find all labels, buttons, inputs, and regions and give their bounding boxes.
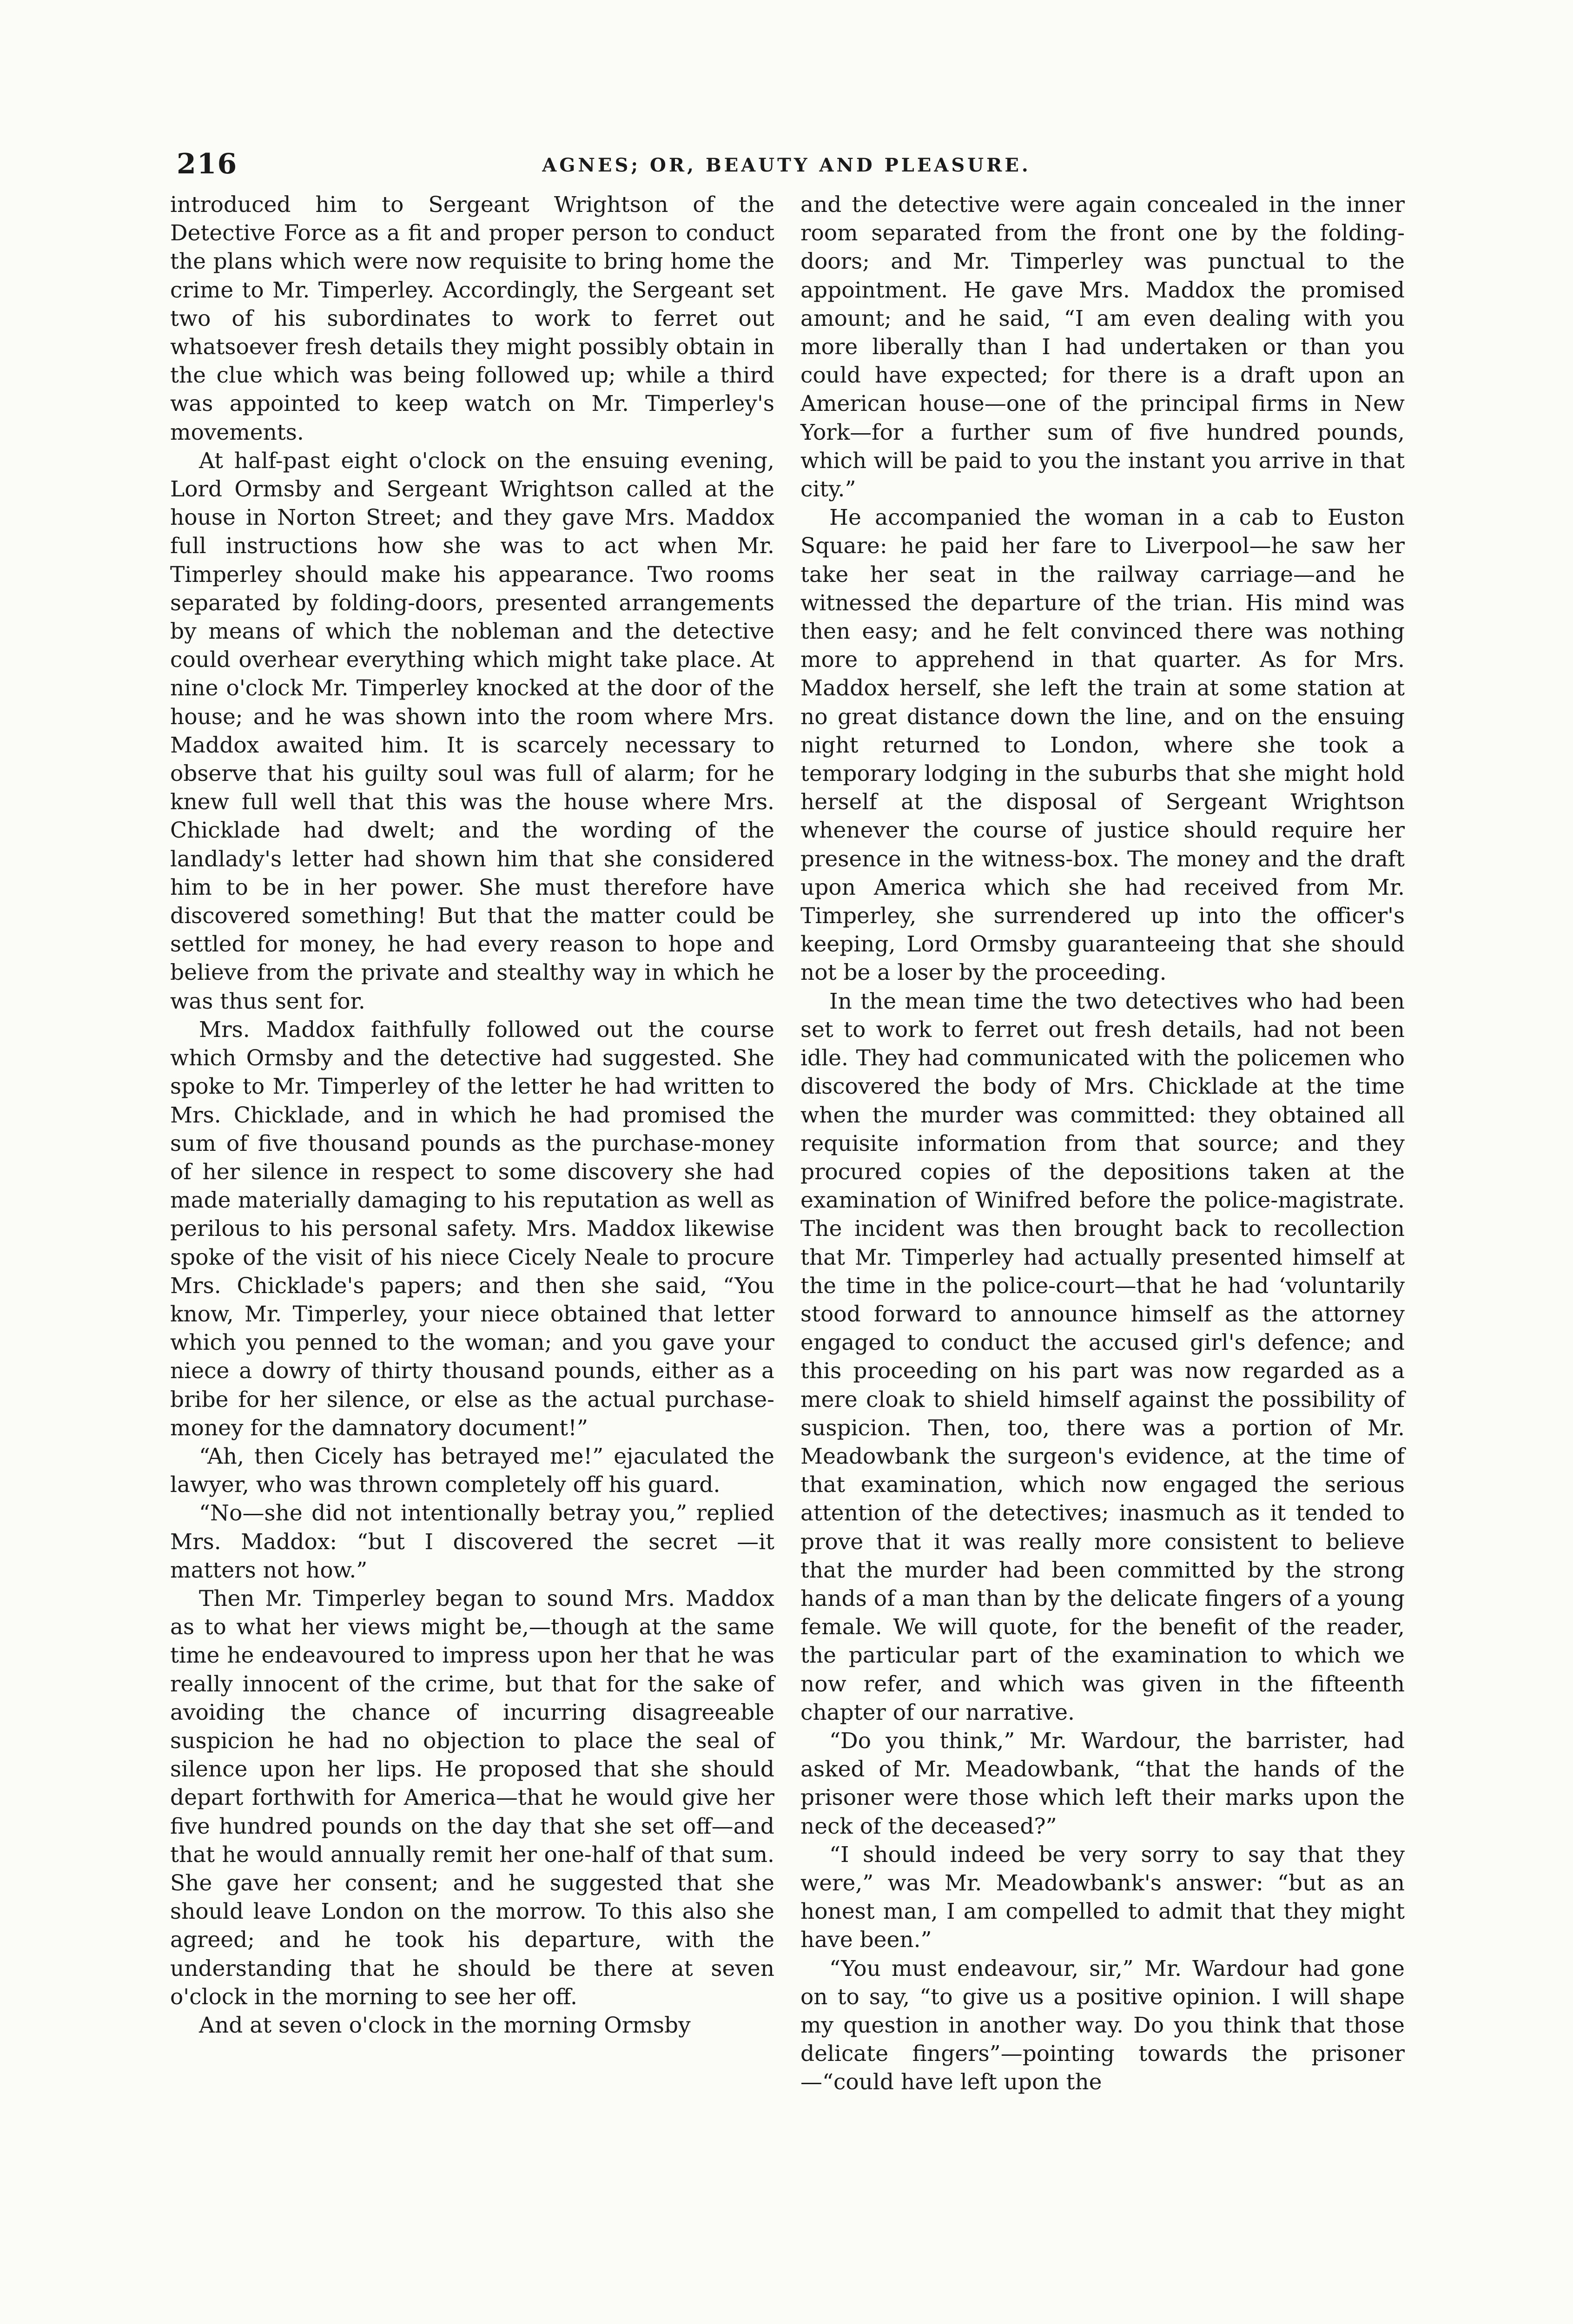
right-column [800,191,1405,2324]
paragraph: “Do you think,” Mr. Wardour, the barrister, had asked of Mr. Meadowbank, “that the hands of the prisoner were those which left their marks upon the neck of the deceased?” [800,1728,1405,1839]
paragraph: In the mean time the two detectives who had been set to work to ferret out fresh details, had not been idle. They had communicated with the policemen who discovered the body of Mrs. Chicklade at the time when the murder was committed: they obtained all requisite information from that source; and they procured copies of the depositions taken at the examination of Winifred before the police-magistrate. The incident was then brought back to recollection that Mr. Timperley had actually presented himself at the time in the police-court—that he had ‘voluntarily stood forward to announce himself as the attorney engaged to conduct the accused girl's defence; and this proceeding on his part was now regarded as a mere cloak to shield himself against the possibility of suspicion. Then, too, there was a portion of Mr. Meadowbank the surgeon's evidence, at the time of that examination, which now engaged the serious attention of the detectives; inasmuch as it tended to prove that it was really more consistent to believe that the murder had been committed by the strong hands of a man than by the delicate fingers of a young female. We will quote, for the benefit of the reader, the particular part of the examination to which we now refer, and which was given in the fifteenth chapter of our narrative. [800,988,1405,1725]
paragraph: “No—she did not intentionally betray you,” replied Mrs. Maddox: “but I discovered the secret —it matters not how.” [170,1500,774,1583]
paragraph: And at seven o'clock in the morning Ormsby [199,2013,691,2038]
paragraph: “Ah, then Cicely has betrayed me!” ejaculated the lawyer, who was thrown completely off his guard. [170,1443,774,1498]
left-column [170,191,774,2324]
paragraph: “You must endeavour, sir,” Mr. Wardour had gone on to say, “to give us a positive opinion. I will shape my question in another way. Do you think that those delicate fingers”—pointing towards the prisoner—“could have left upon the [800,1955,1405,2095]
paragraph: Then Mr. Timperley began to sound Mrs. Maddox as to what her views might be,—though at the same time he endeavoured to impress upon her that he was really innocent of the crime, but that for the sake of avoiding the chance of incurring disagreeable suspicion he had no objection to place the seal of silence upon her lips. He proposed that she should depart forthwith for America—that he would give her five hundred pounds on the day that she set off—and that he would annually remit her one-half of that sum. She gave her consent; and he suggested that she should leave London on the morrow. To this also she agreed; and he took his departure, with the understanding that he should be there at seven o'clock in the morning to see her off. [170,1585,774,2010]
running-title: AGNES; OR, BEAUTY AND PLEASURE. [542,154,1031,176]
paragraph: introduced him to Sergeant Wrightson of the Detective Force as a fit and proper person to conduct the plans which were now requisite to bring home the crime to Mr. Timperley. Accordingly, the Sergeant set two of his subordinates to work to ferret out whatsoever fresh details they might possibly obtain in the clue which was being followed up; while a third was appointed to keep watch on Mr. Timperley's movements. [170,192,774,445]
paragraph: “I should indeed be very sorry to say that they were,” was Mr. Meadowbank's answer: “but as an honest man, I am compelled to admit that they might have been.” [800,1842,1405,1953]
paragraph: Mrs. Maddox faithfully followed out the course which Ormsby and the detective had suggested. She spoke to Mr. Timperley of the letter he had written to Mrs. Chicklade, and in which he had promised the sum of five thousand pounds as the purchase-money of her silence in respect to some discovery she had made materially damaging to his reputation as well as perilous to his personal safety. Mrs. Maddox likewise spoke of the visit of his niece Cicely Neale to procure Mrs. Chicklade's papers; and then she said, “You know, Mr. Timperley, your niece obtained that letter which you penned to the woman; and you gave your niece a dowry of thirty thousand pounds, either as a bribe for her silence, or else as the actual purchase-money for the damnatory document!” [170,1017,774,1441]
paragraph: and the detective were again concealed in the inner room separated from the front one by the folding-doors; and Mr. Timperley was punctual to the appointment. He gave Mrs. Maddox the promised amount; and he said, “I am even dealing with you more liberally than I had undertaken or than you could have expected; for there is a draft upon an American house—one of the principal firms in New York—for a further sum of five hundred pounds, which will be paid to you the instant you arrive in that city.” [800,192,1405,502]
page-number: 216 [177,148,238,180]
paragraph: At half-past eight o'clock on the ensuing evening, Lord Ormsby and Sergeant Wrightson called at the house in Norton Street; and they gave Mrs. Maddox full instructions how she was to act when Mr. Timperley should make his appearance. Two rooms separated by folding-doors, presented arrangements by means of which the nobleman and the detective could overhear everything which might take place. At nine o'clock Mr. Timperley knocked at the door of the house; and he was shown into the room where Mrs. Maddox awaited him. It is scarcely necessary to observe that his guilty soul was full of alarm; for he knew full well that this was the house where Mrs. Chicklade had dwelt; and the wording of the landlady's letter had shown him that she considered him to be in her power. She must therefore have discovered something! But that the matter could be settled for money, he had every reason to hope and believe from the private and stealthy way in which he was thus sent for. [170,448,774,1014]
paragraph: He accompanied the woman in a cab to Euston Square: he paid her fare to Liverpool—he saw her take her seat in the railway carriage—and he witnessed the departure of the trian. His mind was then easy; and he felt convinced there was nothing more to apprehend in that quarter. As for Mrs. Maddox herself, she left the train at some station at no great distance down the line, and on the ensuing night returned to London, where she took a temporary lodging in the suburbs that she might hold herself at the disposal of Sergeant Wrightson whenever the course of justice should require her presence in the witness-box. The money and the draft upon America which she had received from Mr. Timperley, she surrendered up into the officer's keeping, Lord Ormsby guaranteeing that she should not be a loser by the proceeding. [800,505,1405,986]
page-header [177,148,1396,185]
